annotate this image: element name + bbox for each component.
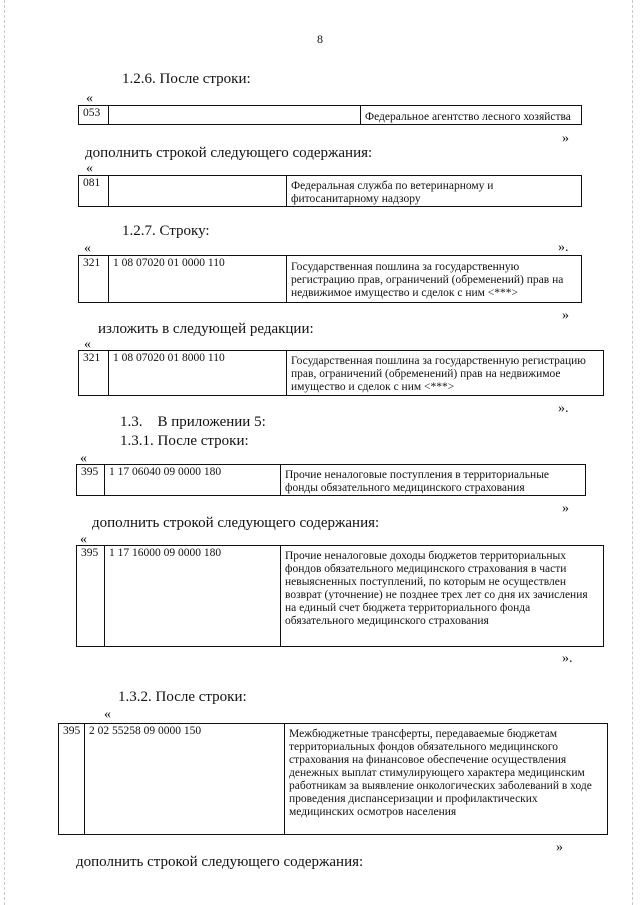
row-kbk: 1 08 07020 01 0000 110 (109, 256, 287, 302)
row-code: 053 (79, 106, 109, 124)
open-quote: « (80, 451, 87, 466)
row-name: Межбюджетные трансферты, передаваемые бюджетам территориальных фондов обязательного медицинского страхования на финансовое обеспечение осуществления денежных выплат стимулирующего характера медицинским работникам за выявление онкологических заболеваний в ходе проведения диспансеризации и профилактических медицинских осмотров населения (289, 728, 592, 818)
section-1-3-1-heading: 1.3.1. После строки: (120, 433, 249, 449)
close-quote: ». (562, 651, 573, 666)
open-quote: « (84, 337, 91, 352)
row-kbk: 1 17 06040 09 0000 180 (105, 465, 281, 495)
open-quote: « (80, 532, 87, 547)
table-row (78, 255, 582, 303)
row-name: Прочие неналоговые поступления в территориальные фонды обязательного медицинского страхования (285, 469, 550, 494)
table-row (78, 105, 582, 125)
row-code: 395 (77, 546, 105, 646)
section-1-3-2-heading: 1.3.2. После строки: (118, 689, 247, 705)
row-code: 395 (59, 724, 85, 834)
close-quote: » (562, 308, 569, 323)
left-margin-scan-line (4, 0, 5, 905)
row-name: Государственная пошлина за государственную регистрацию прав, ограничений (обременений) прав на недвижимое имущество и сделок с ним <***> (291, 355, 586, 393)
row-name: Федеральная служба по ветеринарному и фитосанитарному надзору (291, 180, 494, 205)
add-row-phrase: дополнить строкой следующего содержания: (76, 854, 364, 870)
right-margin-scan-line (632, 0, 633, 905)
row-kbk: 2 02 55258 09 0000 150 (85, 724, 285, 834)
section-1-2-7-heading: 1.2.7. Строку: (122, 223, 210, 239)
close-quote: » (562, 131, 569, 146)
row-name: Прочие неналоговые доходы бюджетов территориальных фондов обязательного медицинского страхования в части невыясненных поступлений, по которым не осуществлен возврат (уточнение) не позднее трех лет со дня их зачисления на единый счет бюджета территориального фонда обязательного медицинского страхования (285, 550, 588, 627)
row-name: Федеральное агентство лесного хозяйства (365, 111, 571, 123)
table-row (78, 175, 582, 207)
row-kbk: 1 17 16000 09 0000 180 (105, 546, 281, 646)
row-kbk: 1 08 07020 01 8000 110 (109, 351, 287, 395)
page-number: 8 (317, 32, 323, 46)
row-code: 321 (79, 351, 109, 395)
row-code: 395 (77, 465, 105, 495)
close-quote: ». (558, 401, 569, 416)
add-row-phrase: дополнить строкой следующего содержания: (92, 515, 380, 531)
close-quote: ». (558, 240, 569, 255)
table-row (76, 464, 586, 496)
table-row (78, 350, 604, 396)
row-name: Государственная пошлина за государственную регистрацию прав, ограничений (обременений) прав на недвижимое имущество и сделок с ним <***> (291, 261, 564, 299)
row-kbk (109, 106, 361, 124)
close-quote: » (562, 501, 569, 516)
row-code: 321 (79, 256, 109, 302)
section-1-3-heading: 1.3. В приложении 5: (120, 414, 266, 430)
open-quote: « (86, 91, 93, 106)
table-row (76, 545, 604, 647)
section-1-2-6-heading: 1.2.6. После строки: (122, 71, 251, 87)
state-as-phrase: изложить в следующей редакции: (98, 321, 314, 337)
row-kbk (109, 176, 287, 206)
table-row (58, 723, 608, 835)
open-quote: « (86, 161, 93, 176)
add-row-phrase: дополнить строкой следующего содержания: (85, 145, 373, 161)
close-quote: » (556, 840, 563, 855)
row-code: 081 (79, 176, 109, 206)
open-quote: « (104, 707, 111, 722)
open-quote: « (84, 241, 91, 256)
